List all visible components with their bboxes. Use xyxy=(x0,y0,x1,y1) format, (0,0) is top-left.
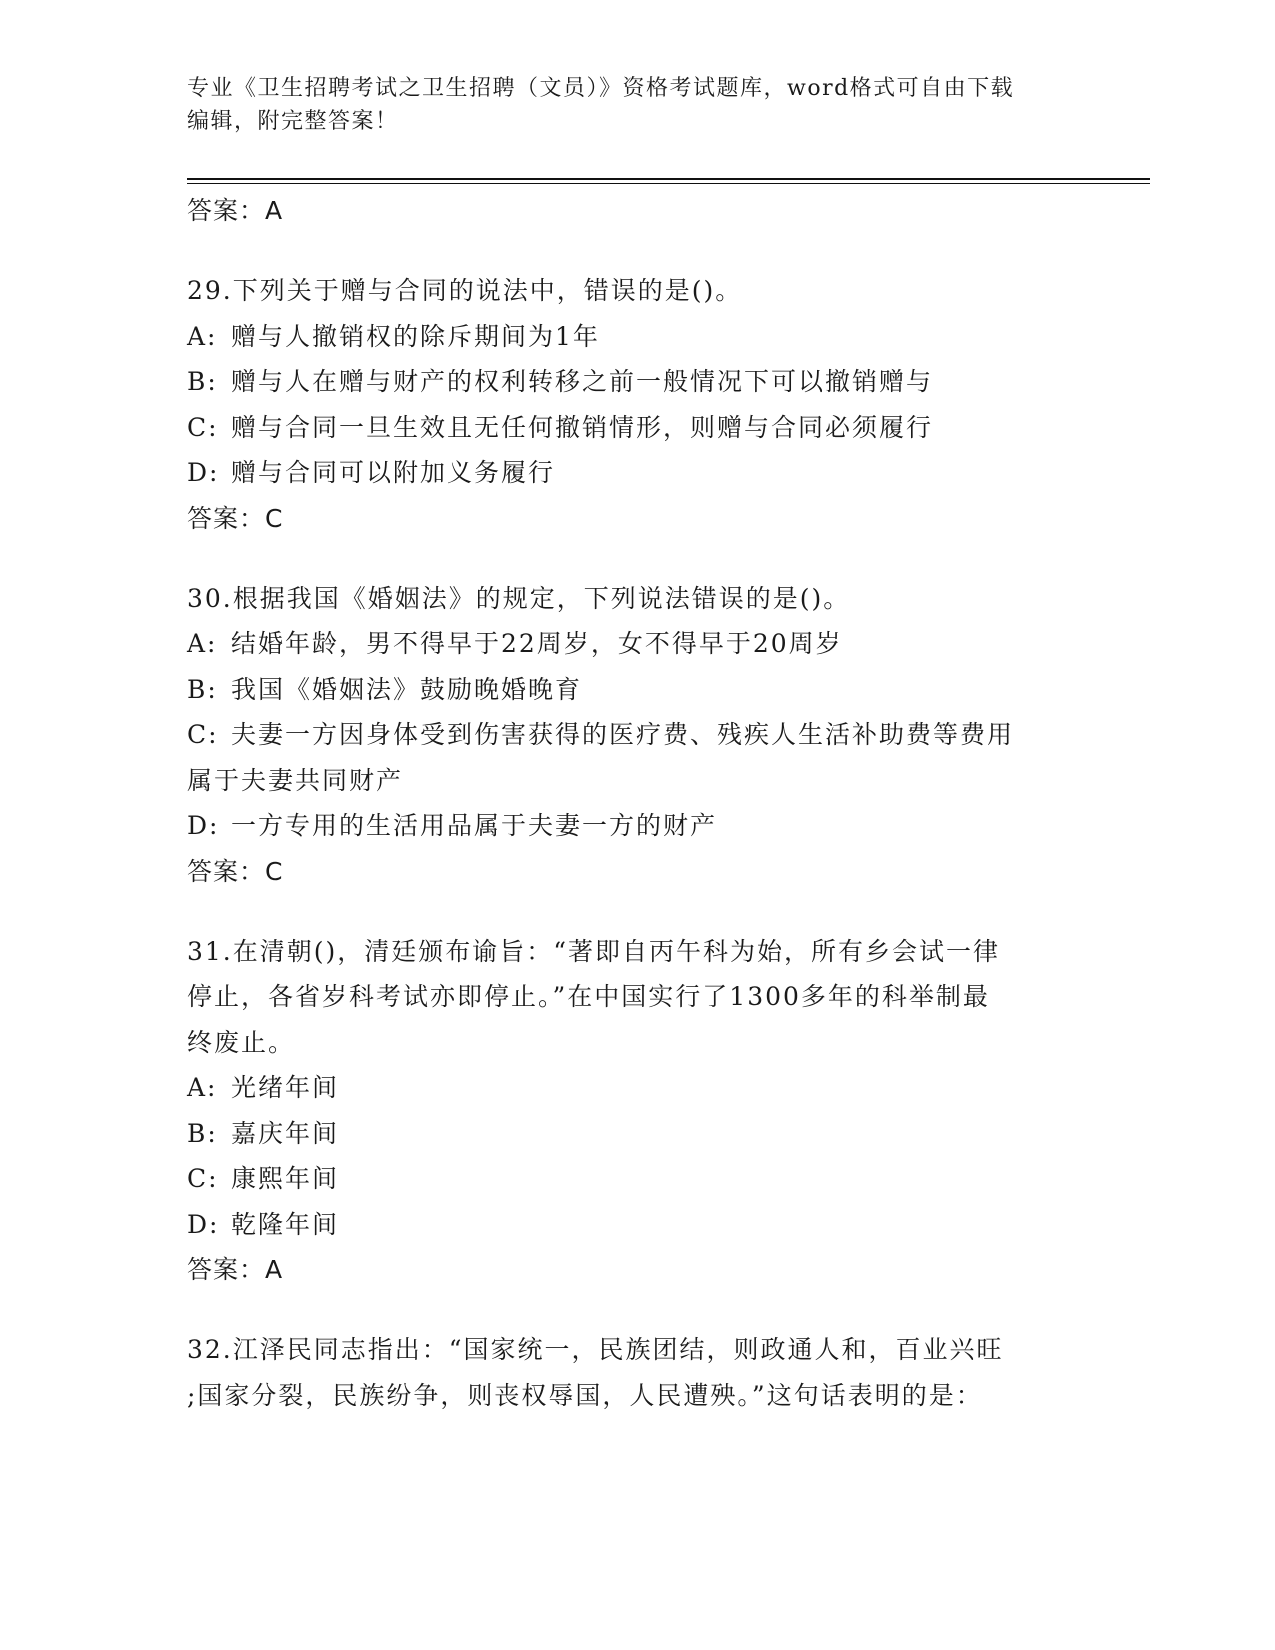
answer-label: 答案：A xyxy=(187,196,284,225)
option-text: 属于夫妻共同财产 xyxy=(187,765,404,795)
answer-option xyxy=(187,621,1087,667)
option-key: A: xyxy=(187,1073,218,1102)
option-key: C: xyxy=(187,720,219,749)
answer-option xyxy=(187,1202,1087,1248)
option-text: 赠与合同一旦生效且无任何撤销情形，则赠与合同必须履行 xyxy=(231,412,934,442)
answer-label: 答案：C xyxy=(187,856,284,886)
option-text: 赠与人在赠与财产的权利转移之前一般情况下可以撤销赠与 xyxy=(231,367,934,396)
answer-option xyxy=(187,359,1087,405)
answer-option xyxy=(187,1156,1087,1202)
answer-label: 答案：A xyxy=(187,1255,284,1284)
option-key: C: xyxy=(187,1164,219,1193)
question-text: 停止，各省岁科考试亦即停止。”在中国实行了1300多年的科举制最 xyxy=(187,982,990,1011)
option-text: 嘉庆年间 xyxy=(231,1118,340,1148)
option-key: B: xyxy=(187,674,218,704)
question-block xyxy=(187,576,1087,895)
answer-option xyxy=(187,1065,1087,1111)
header-line-1: 专业《卫生招聘考试之卫生招聘（文员）》资格考试题库，word格式可自由下载 xyxy=(187,76,1015,101)
answer-option xyxy=(187,803,1087,849)
answer-option xyxy=(187,712,1087,758)
answer-label: 答案：C xyxy=(187,503,284,533)
answer-option xyxy=(187,758,1087,804)
question-text: ;国家分裂，民族纷争，则丧权辱国，人民遭殃。”这句话表明的是： xyxy=(187,1380,983,1410)
option-text: 一方专用的生活用品属于夫妻一方的财产 xyxy=(231,811,718,840)
option-key: D: xyxy=(187,1209,220,1239)
header-line-2: 编辑，附完整答案！ xyxy=(187,109,399,134)
option-key: A: xyxy=(187,321,218,351)
question-text: 29.下列关于赠与合同的说法中，错误的是()。 xyxy=(187,276,743,305)
answer-option xyxy=(187,405,1087,451)
option-text: 光绪年间 xyxy=(231,1073,340,1102)
option-text: 赠与合同可以附加义务履行 xyxy=(231,458,556,487)
header-rule-thick xyxy=(187,178,1150,180)
question-text: 32.江泽民同志指出：“国家统一，民族团结，则政通人和，百业兴旺 xyxy=(187,1335,1004,1364)
question-block xyxy=(187,929,1087,1294)
question-text: 31.在清朝()，清廷颁布谕旨：“著即自丙午科为始，所有乡会试一律 xyxy=(187,936,1001,966)
option-text: 夫妻一方因身体受到伤害获得的医疗费、残疾人生活补助费等费用 xyxy=(231,720,1015,749)
option-key: D: xyxy=(187,458,220,487)
answer-option xyxy=(187,450,1087,496)
question-list xyxy=(187,188,1087,1418)
question-text: 30.根据我国《婚姻法》的规定，下列说法错误的是()。 xyxy=(187,583,851,613)
option-text: 康熙年间 xyxy=(231,1164,340,1193)
option-text: 我国《婚姻法》鼓励晚婚晚育 xyxy=(231,674,583,704)
question-text: 终废止。 xyxy=(187,1027,296,1057)
questions-container xyxy=(187,268,1087,1418)
option-key: A: xyxy=(187,629,218,658)
option-text: 结婚年龄，男不得早于22周岁，女不得早于20周岁 xyxy=(231,629,843,658)
option-key: C: xyxy=(187,412,219,442)
document-header xyxy=(187,72,1067,138)
header-rule-thin xyxy=(187,183,1150,184)
option-key: D: xyxy=(187,811,220,840)
option-text: 赠与人撤销权的除斥期间为1年 xyxy=(231,321,600,351)
option-key: B: xyxy=(187,1118,218,1148)
question-block xyxy=(187,268,1087,542)
answer-option xyxy=(187,314,1087,360)
answer-option xyxy=(187,1111,1087,1157)
answer-option xyxy=(187,667,1087,713)
option-key: B: xyxy=(187,367,218,396)
option-text: 乾隆年间 xyxy=(231,1209,340,1239)
question-block xyxy=(187,1327,1087,1418)
